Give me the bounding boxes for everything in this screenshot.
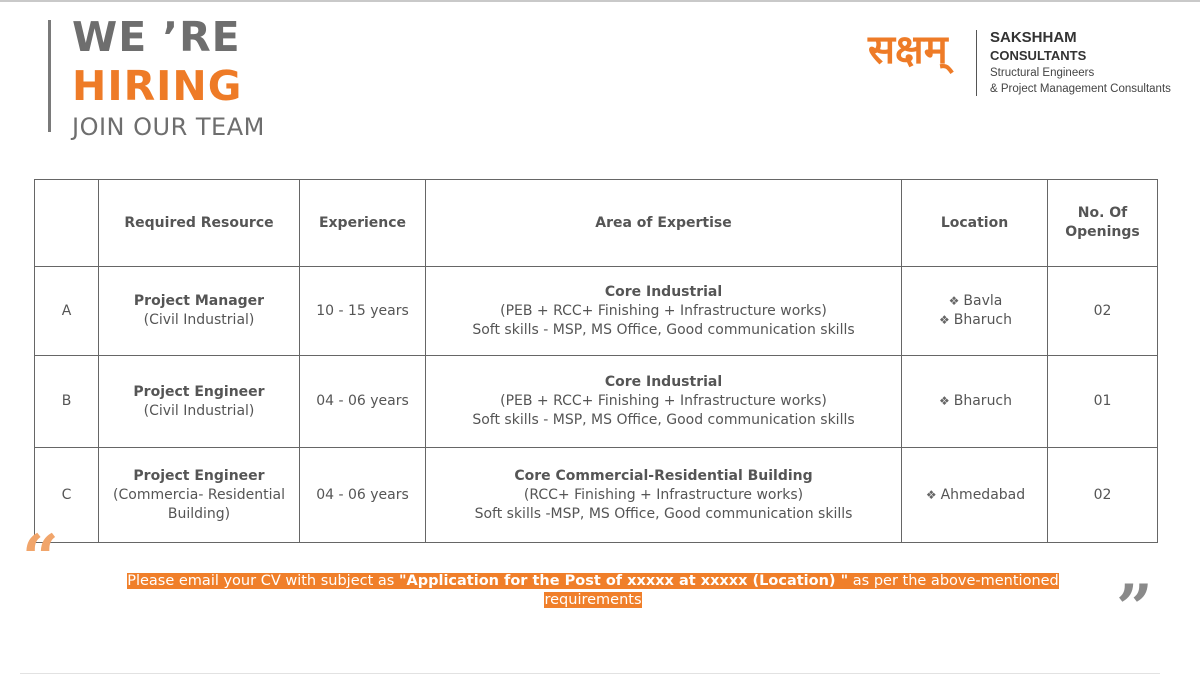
open-quote-icon: “ [22,521,59,596]
expertise-line-1: (PEB + RCC+ Finishing + Infrastructure works) [500,393,827,409]
expertise-line-2: Soft skills - MSP, MS Office, Good communication skills [472,321,855,338]
location-item [904,392,1047,411]
expertise-title: Core Industrial [604,283,723,300]
location-cell [902,356,1048,448]
expertise-cell [426,448,902,543]
headline-join-our-team: JOIN OUR TEAM [72,113,265,141]
openings-cell: 02 [1048,448,1158,543]
header-required-resource: Required Resource [99,180,300,267]
table-header-row [35,180,1158,267]
role-title: Project Engineer [133,467,265,484]
expertise-line-1: (PEB + RCC+ Finishing + Infrastructure works) [500,302,827,319]
role-cell [99,448,300,543]
location-item [904,311,1047,330]
top-divider [0,0,1200,2]
table-row [35,267,1158,356]
application-instructions [78,572,1108,610]
location-cell [902,267,1048,356]
header-index [35,180,99,267]
location-name: Bavla [963,293,1003,309]
expertise-cell [426,267,902,356]
role-title: Project Engineer [133,383,265,400]
logo-divider [976,30,977,96]
bottom-divider [20,673,1160,674]
openings-cell: 01 [1048,356,1158,448]
diamond-bullet-icon: ❖ [948,294,960,308]
experience-cell: 10 - 15 years [300,267,426,356]
cta-subject-line: "Application for the Post of xxxxx at xxxxx (Location) " [398,573,849,589]
location-cell [902,448,1048,543]
role-detail: (Civil Industrial) [143,402,255,419]
header-accent-bar [48,20,51,132]
experience-cell: 04 - 06 years [300,356,426,448]
location-name: Bharuch [953,393,1013,409]
table-row [35,448,1158,543]
expertise-title: Core Industrial [604,374,723,390]
header-area-of-expertise: Area of Expertise [426,180,902,267]
cta-prefix: Please email your CV with subject as [127,573,399,589]
openings-table [34,179,1158,543]
header-experience: Experience [300,180,426,267]
location-name: Bharuch [953,312,1013,328]
company-name: SAKSHHAM [990,29,1077,46]
company-logo-mark: सक्षम् [868,26,948,73]
diamond-bullet-icon: ❖ [938,313,950,327]
diamond-bullet-icon: ❖ [925,487,937,502]
location-item [904,486,1047,505]
role-cell [99,267,300,356]
expertise-line-2: Soft skills - MSP, MS Office, Good communication skills [472,412,855,428]
table-row [35,356,1158,448]
row-index: C [35,448,99,543]
headline-we-are: WE ’RE [72,13,241,61]
expertise-line-1: (RCC+ Finishing + Infrastructure works) [523,486,804,503]
header-location: Location [902,180,1048,267]
headline-hiring: HIRING [72,62,243,110]
expertise-line-2: Soft skills -MSP, MS Office, Good communication skills [474,505,853,522]
close-quote-icon: ” [1116,571,1153,646]
row-index: A [35,267,99,356]
header-openings: No. Of Openings [1048,180,1158,267]
openings-cell: 02 [1048,267,1158,356]
location-item [904,292,1047,311]
expertise-title: Core Commercial-Residential Building [514,467,813,484]
company-subname: CONSULTANTS [990,48,1087,63]
role-cell [99,356,300,448]
cta-suffix: as per the above-mentioned requirements [544,573,1059,608]
role-detail: (Commercia- Residential Building) [113,486,285,522]
role-detail: (Civil Industrial) [143,312,255,328]
expertise-cell [426,356,902,448]
experience-cell: 04 - 06 years [300,448,426,543]
company-tagline-2: & Project Management Consultants [990,83,1171,95]
row-index: B [35,356,99,448]
location-name: Ahmedabad [940,486,1026,503]
diamond-bullet-icon: ❖ [938,394,950,408]
company-tagline-1: Structural Engineers [990,67,1095,79]
role-title: Project Manager [133,293,265,309]
